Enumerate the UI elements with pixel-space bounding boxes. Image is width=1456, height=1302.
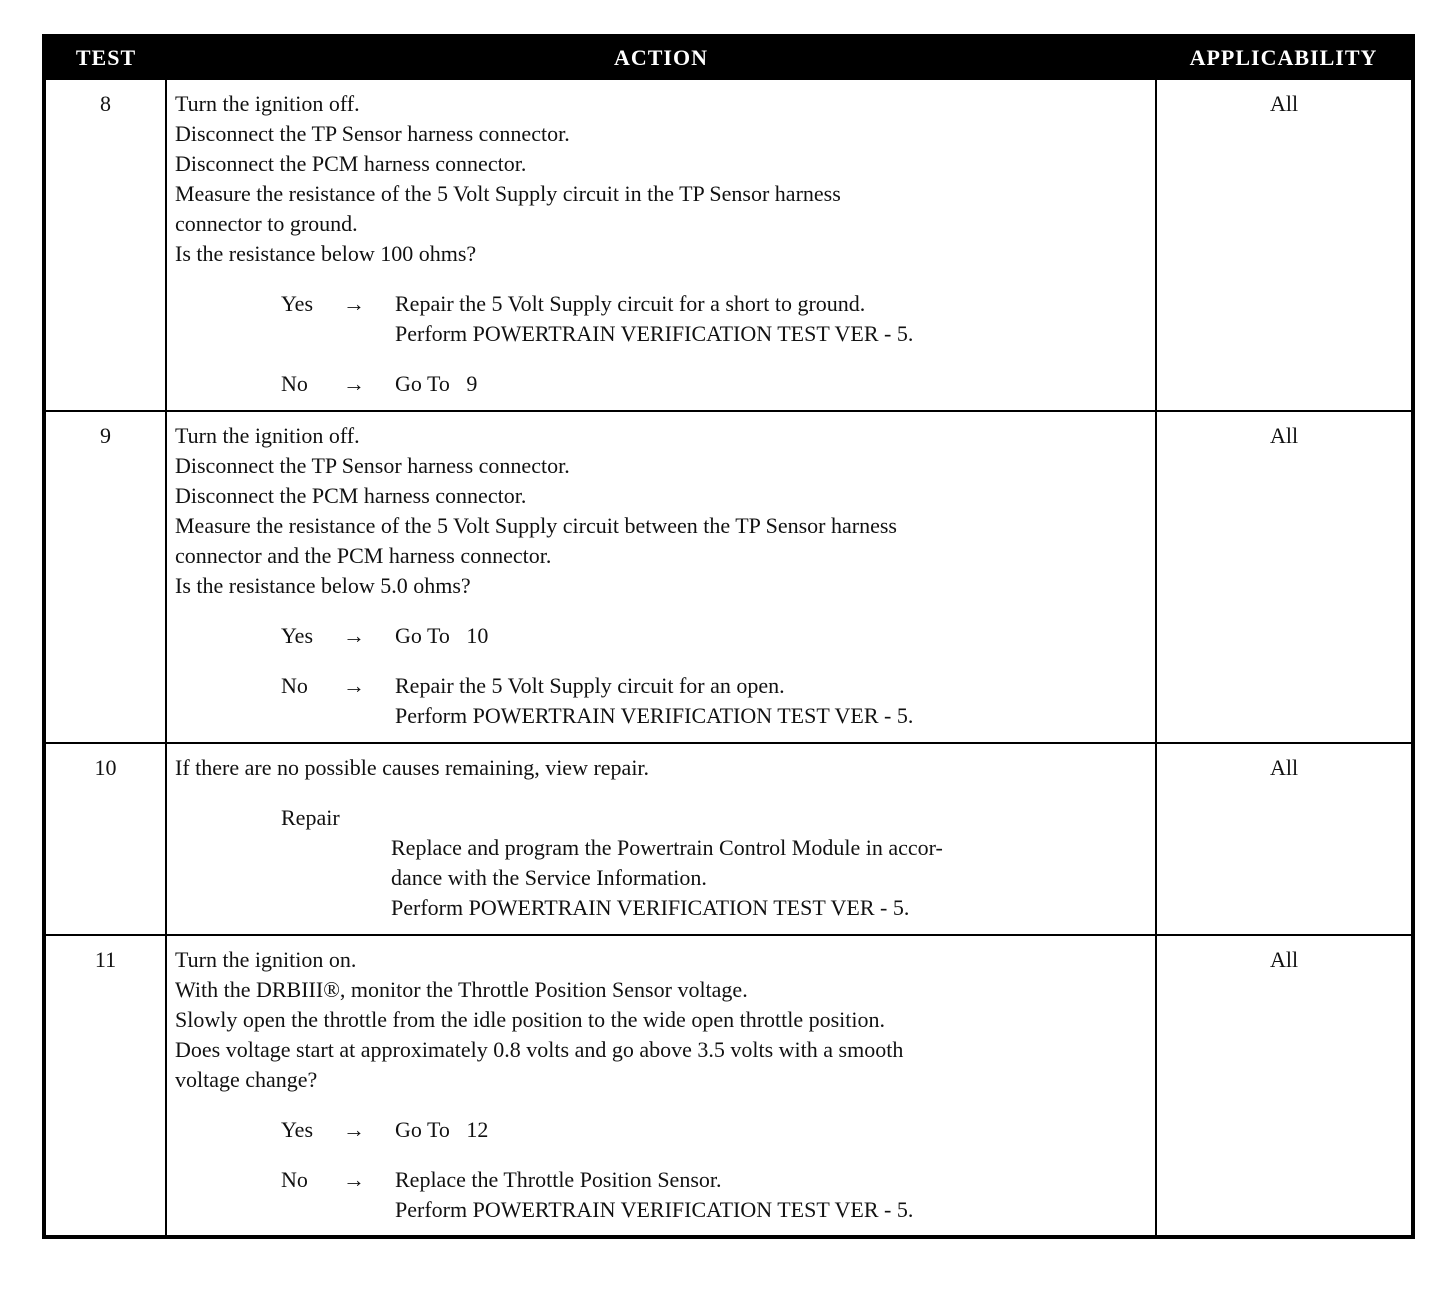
no-label: No bbox=[281, 371, 308, 396]
applicability-value: All bbox=[1156, 743, 1413, 935]
header-test: TEST bbox=[44, 36, 166, 79]
header-applicability: APPLICABILITY bbox=[1156, 36, 1413, 79]
test-number: 8 bbox=[44, 79, 166, 411]
action-step: Measure the resistance of the 5 Volt Supply circuit in the TP Sensor harness bbox=[175, 181, 841, 206]
action-cell bbox=[166, 743, 1156, 935]
result-line: Perform POWERTRAIN VERIFICATION TEST VER - 5. bbox=[395, 321, 914, 346]
yes-label: Yes bbox=[281, 291, 314, 316]
action-cell bbox=[166, 935, 1156, 1237]
repair-instructions bbox=[391, 833, 1147, 923]
action-step: With the DRBIII®, monitor the Throttle Position Sensor voltage. bbox=[175, 977, 748, 1002]
table-row bbox=[44, 743, 1413, 935]
applicability-value: All bbox=[1156, 79, 1413, 411]
table-header-row bbox=[44, 36, 1413, 79]
action-step: Turn the ignition off. bbox=[175, 91, 360, 116]
no-label: No bbox=[281, 1167, 308, 1192]
no-branch bbox=[175, 671, 1147, 731]
arrow-icon: → bbox=[343, 291, 365, 316]
test-number: 9 bbox=[44, 411, 166, 743]
action-step: If there are no possible causes remaining, view repair. bbox=[175, 755, 650, 780]
action-steps bbox=[175, 945, 1147, 1095]
test-number: 10 bbox=[44, 743, 166, 935]
action-steps bbox=[175, 89, 1147, 269]
branch-result bbox=[395, 1165, 1147, 1225]
branch-result bbox=[395, 621, 1147, 651]
result-line: Go To 9 bbox=[395, 371, 478, 396]
action-step: Is the resistance below 5.0 ohms? bbox=[175, 573, 471, 598]
repair-line: Replace and program the Powertrain Control Module in accor- bbox=[391, 835, 943, 860]
branch-result bbox=[395, 671, 1147, 731]
no-label: No bbox=[281, 673, 308, 698]
action-step: Disconnect the TP Sensor harness connector. bbox=[175, 121, 570, 146]
yes-branch bbox=[175, 621, 1147, 651]
test-procedure-table bbox=[42, 34, 1415, 1239]
branch-result bbox=[395, 289, 1147, 349]
arrow-icon: → bbox=[343, 1117, 365, 1142]
result-line: Perform POWERTRAIN VERIFICATION TEST VER - 5. bbox=[395, 703, 914, 728]
action-step: connector to ground. bbox=[175, 211, 358, 236]
table-row bbox=[44, 411, 1413, 743]
diagnostic-procedure-page bbox=[42, 34, 1411, 1239]
no-branch bbox=[175, 1165, 1147, 1225]
header-action: ACTION bbox=[166, 36, 1156, 79]
action-cell bbox=[166, 411, 1156, 743]
no-branch bbox=[175, 369, 1147, 399]
action-steps bbox=[175, 753, 1147, 783]
result-line: Repair the 5 Volt Supply circuit for a short to ground. bbox=[395, 291, 866, 316]
repair-line: Perform POWERTRAIN VERIFICATION TEST VER - 5. bbox=[391, 895, 910, 920]
action-step: Slowly open the throttle from the idle position to the wide open throttle position. bbox=[175, 1007, 886, 1032]
result-line: Go To 12 bbox=[395, 1117, 489, 1142]
repair-label: Repair bbox=[281, 805, 340, 830]
result-line: Go To 10 bbox=[395, 623, 489, 648]
yes-branch bbox=[175, 1115, 1147, 1145]
action-step: connector and the PCM harness connector. bbox=[175, 543, 552, 568]
result-line: Repair the 5 Volt Supply circuit for an open. bbox=[395, 673, 785, 698]
repair-line: dance with the Service Information. bbox=[391, 865, 707, 890]
arrow-icon: → bbox=[343, 623, 365, 648]
yes-branch bbox=[175, 289, 1147, 349]
action-cell bbox=[166, 79, 1156, 411]
branch-result bbox=[395, 1115, 1147, 1145]
arrow-icon: → bbox=[343, 673, 365, 698]
action-step: Disconnect the PCM harness connector. bbox=[175, 151, 527, 176]
action-step: Measure the resistance of the 5 Volt Supply circuit between the TP Sensor harness bbox=[175, 513, 897, 538]
arrow-icon: → bbox=[343, 1167, 365, 1192]
result-line: Perform POWERTRAIN VERIFICATION TEST VER - 5. bbox=[395, 1197, 914, 1222]
yes-label: Yes bbox=[281, 623, 314, 648]
test-number: 11 bbox=[44, 935, 166, 1237]
applicability-value: All bbox=[1156, 935, 1413, 1237]
action-step: Turn the ignition on. bbox=[175, 947, 357, 972]
table-row bbox=[44, 79, 1413, 411]
table-row bbox=[44, 935, 1413, 1237]
action-step: Disconnect the PCM harness connector. bbox=[175, 483, 527, 508]
action-step: Turn the ignition off. bbox=[175, 423, 360, 448]
yes-label: Yes bbox=[281, 1117, 314, 1142]
action-step: Disconnect the TP Sensor harness connector. bbox=[175, 453, 570, 478]
branch-result bbox=[395, 369, 1147, 399]
applicability-value: All bbox=[1156, 411, 1413, 743]
action-step: Does voltage start at approximately 0.8 volts and go above 3.5 volts with a smooth bbox=[175, 1037, 904, 1062]
result-line: Replace the Throttle Position Sensor. bbox=[395, 1167, 722, 1192]
action-step: voltage change? bbox=[175, 1067, 318, 1092]
action-steps bbox=[175, 421, 1147, 601]
action-step: Is the resistance below 100 ohms? bbox=[175, 241, 477, 266]
arrow-icon: → bbox=[343, 371, 365, 396]
